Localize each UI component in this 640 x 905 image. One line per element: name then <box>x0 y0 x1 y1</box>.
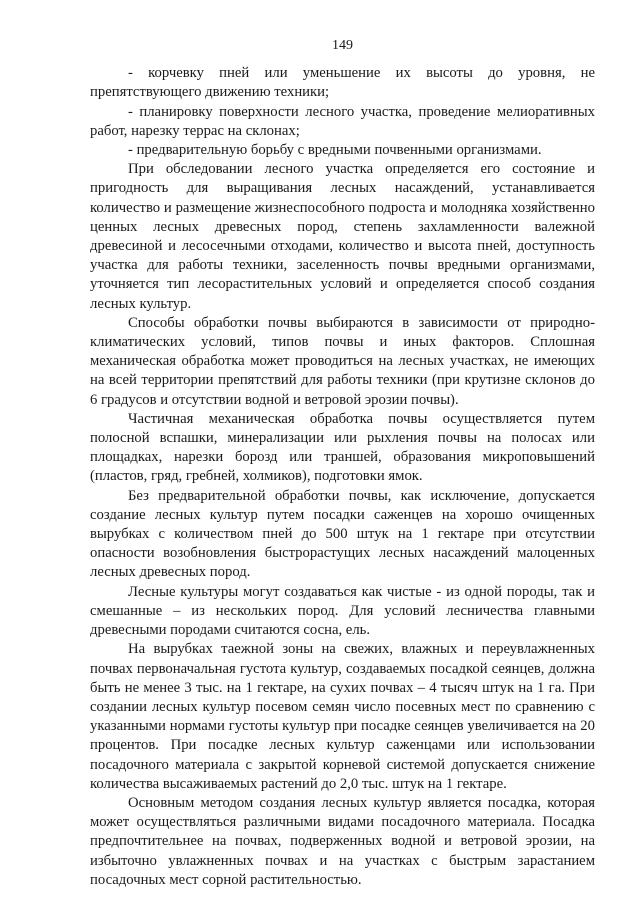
paragraph-no-tillage: Без предварительной обработки почвы, как исключение, допускается создание лесных культур путем посадки саженцев на хорошо очищенных вырубках с количеством пней до 500 штук на 1 гектаре при отсутствии опасности возобновления быстрорастущих лесных насаждений малоценных лесных древесных пород. <box>90 487 595 581</box>
list-item-surface-leveling: - планировку поверхности лесного участка, проведение мелиоративных работ, нарезку террас на склонах; <box>90 103 595 139</box>
paragraph-site-survey: При обследовании лесного участка определяется его состояние и пригодность для выращивания лесных насаждений, устанавливается количество и размещение жизнеспособного подроста и молодняка хозяйственно ценных лесных древесных пород, степень захламленности валежной древесиной и лесосечными отходами, количество и высота пней, доступность участка для работы техники, заселенность почвы вредными организмами, уточняется тип лесорастительных условий и определяется способ создания лесных культур. <box>90 161 595 312</box>
list-item-stump-removal: - корчевку пней или уменьшение их высоты до уровня, не препятствующего движению техники; <box>90 65 595 101</box>
paragraph-crop-types: Лесные культуры могут создаваться как чистые - из одной породы, так и смешанные – из нескольких пород. Для условий лесничества главными древесными породами считаются сосна, ель. <box>90 583 595 639</box>
document-page <box>90 36 595 890</box>
list-item-pest-control: - предварительную борьбу с вредными почвенными организмами. <box>128 142 542 159</box>
paragraph-planting-density: На вырубках таежной зоны на свежих, влажных и переувлажненных почвах первоначальная густота культур, создаваемых посадкой сеянцев, должна быть не менее 3 тыс. на 1 гектаре, на сухих почвах – 4 тысяч штук на 1 га. При создании лесных культур посевом семян число посевных мест по сравнению с указанными нормами густоты культур при посадке сеянцев увеличивается на 20 процентов. При посадке лесных культур саженцами или использовании посадочного материала с закрытой корневой системой допускается снижение количества высаживаемых растений до 2,0 тыс. штук на 1 гектаре. <box>90 641 595 792</box>
paragraph-tillage-methods: Способы обработки почвы выбираются в зависимости от природно-климатических условий, типов почвы и иных факторов. Сплошная механическая обработка может проводиться на лесных участках, не имеющих на всей территории препятствий для работы техники (при крутизне склонов до 6 градусов и отсутствии водной и ветровой эрозии почвы). <box>90 314 595 408</box>
page-number: 149 <box>332 38 353 53</box>
paragraph-partial-tillage: Частичная механическая обработка почвы осуществляется путем полосной вспашки, минерализации или рыхления почвы на полосах или площадках, нарезки борозд или траншей, образования микроповышений (пластов, гряд, гребней, холмиков), подготовки ямок. <box>90 410 595 485</box>
paragraph-planting-method: Основным методом создания лесных культур является посадка, которая может осуществляться различными видами посадочного материала. Посадка предпочтительнее на почвах, подверженных водной и ветровой эрозии, на избыточно увлажненных почвах и на участках с быстрым зарастанием посадочных мест сорной растительностью. <box>90 794 595 888</box>
